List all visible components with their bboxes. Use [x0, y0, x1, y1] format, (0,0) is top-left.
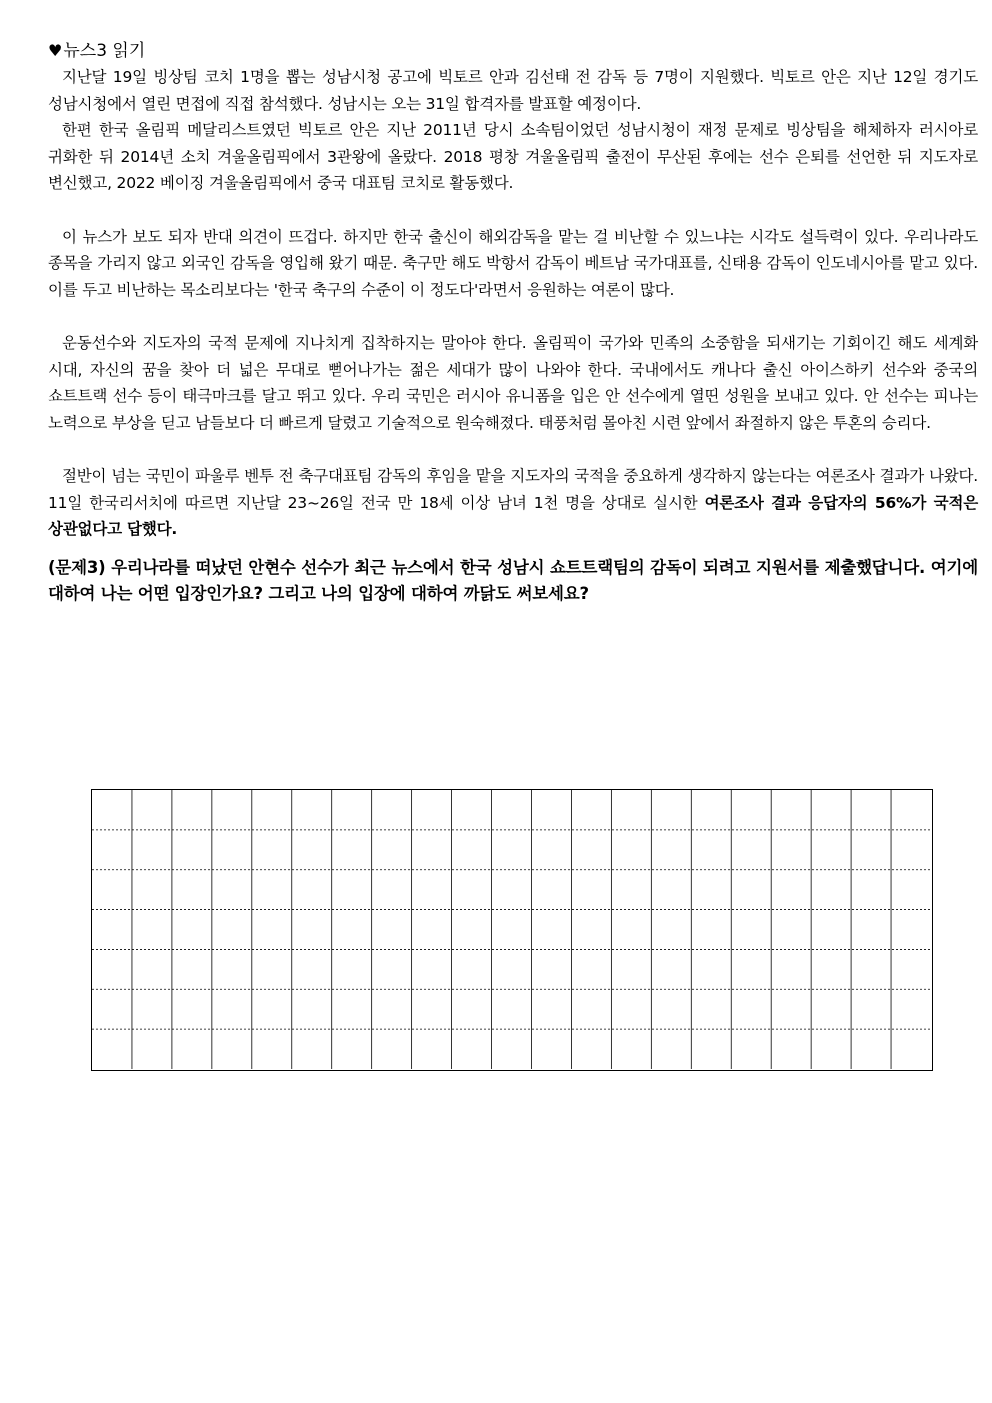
question-3: (문제3) 우리나라를 떠났던 안현수 선수가 최근 뉴스에서 한국 성남시 쇼트트랙팀의 감독이 되려고 지원서를 제출했답니다. 여기에 대하여 나는 어떤 입장인가요? 그리고 나의 입장에 대하여 까닭도 써보세요? [48, 557, 978, 603]
news-paragraph-4: 운동선수와 지도자의 국적 문제에 지나치게 집착하지는 말아야 한다. 올림픽이 국가와 민족의 소중함을 되새기는 기회이긴 해도 세계화 시대, 자신의 꿈을 찾아 더 넓은 무대로 뻗어나가는 젊은 세대가 많이 나와야 한다. 국내에서도 캐나다 출신 아이스하키 선수와 중국의 쇼트트랙 선수 등이 태극마크를 달고 뛰고 있다. 우리 국민은 러시아 유니폼을 입은 안 선수에게 열띤 성원을 보내고 있다. 안 선수는 피나는 노력으로 부상을 딛고 남들보다 더 빠르게 달렸고 기술적으로 원숙해졌다. 태풍처럼 몰아친 시련 앞에서 좌절하지 않은 투혼의 승리다. [48, 334, 978, 432]
answer-grid-lines [92, 790, 931, 1069]
document-title-text: 뉴스3 읽기 [63, 41, 146, 61]
worksheet-page [48, 38, 978, 608]
document-title [48, 38, 978, 64]
paragraph-gap [48, 197, 978, 224]
news-paragraph-5 [48, 463, 978, 543]
paragraph-gap [48, 303, 978, 330]
news-paragraph-1: 지난달 19일 빙상팀 코치 1명을 뽑는 성남시청 공고에 빅토르 안과 김선태 전 감독 등 7명이 지원했다. 빅토르 안은 지난 12일 경기도 성남시청에서 열린 면접에 직접 참석했다. 성남시는 오는 31일 합격자를 발표할 예정이다. [48, 68, 978, 113]
survey-result-highlight: 여론조사 결과 응답자의 56%가 국적은 상관없다고 답했다. [48, 493, 979, 538]
heart-icon: ♥ [48, 41, 63, 60]
news-paragraph-3: 이 뉴스가 보도 되자 반대 의견이 뜨겁다. 하지만 한국 출신이 해외감독을 맡는 걸 비난할 수 있느냐는 시각도 설득력이 있다. 우리나라도 종목을 가리지 않고 외국인 감독을 영입해 왔기 때문. 축구만 해도 박항서 감독이 베트남 국가대표를, 신태용 감독이 인도네시아를 맡고 있다. 이를 두고 비난하는 목소리보다는 '한국 축구의 수준이 이 정도다'라면서 응원하는 여론이 많다. [48, 227, 978, 299]
news-paragraph-5-text: 절반이 넘는 국민이 파울루 벤투 전 축구대표팀 감독의 후임을 맡을 지도자의 국적을 중요하게 생각하지 않는다는 여론조사 결과가 나왔다. 11일 한국리서치에 따르면 지난달 23~26일 전국 만 18세 이상 남녀 1천 명을 상대로 실시한 [48, 467, 978, 512]
answer-writing-grid[interactable] [91, 789, 933, 1071]
news-paragraph-2: 한편 한국 올림픽 메달리스트였던 빅토르 안은 지난 2011년 당시 소속팀이었던 성남시청이 재정 문제로 빙상팀을 해체하자 러시아로 귀화한 뒤 2014년 소치 겨울올림픽에서 3관왕에 올랐다. 2018 평창 겨울올림픽 출전이 무산된 후에는 선수 은퇴를 선언한 뒤 지도자로 변신했고, 2022 베이징 겨울올림픽에서 중국 대표팀 코치로 활동했다. [48, 121, 978, 192]
paragraph-gap [48, 436, 978, 463]
